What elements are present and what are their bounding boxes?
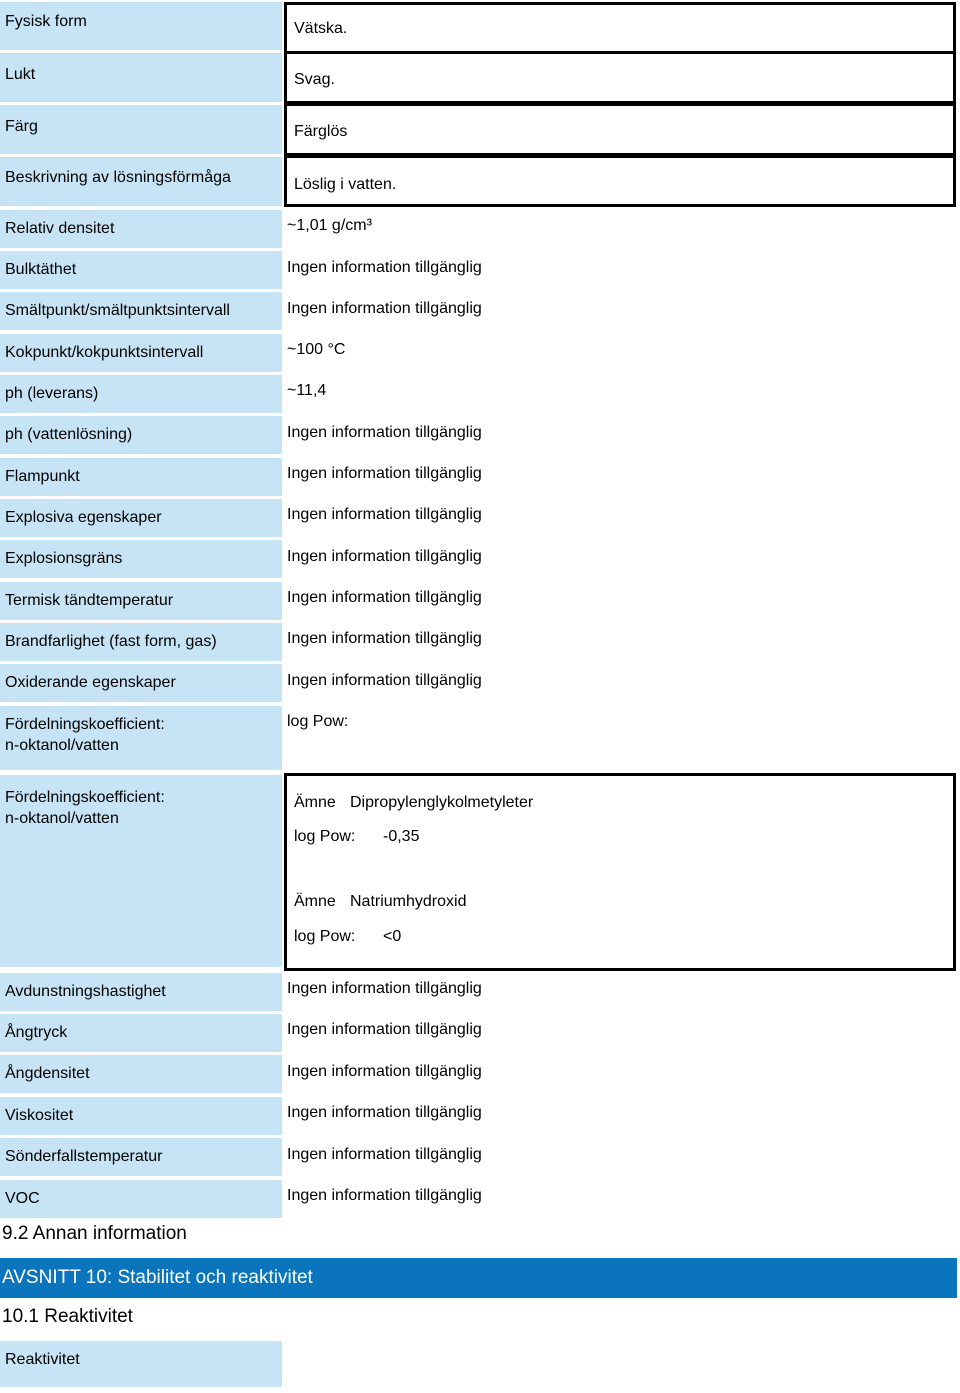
label-ignition-temperature: Termisk tändtemperatur xyxy=(0,582,282,620)
label-viscosity: Viskositet xyxy=(0,1097,282,1135)
substance-2-logpow: <0 xyxy=(383,928,402,945)
substance-1-name: Dipropylenglykolmetyleter xyxy=(350,794,534,811)
substance-2-logpow-label: log Pow: xyxy=(294,928,356,945)
label-decomposition-temperature: Sönderfallstemperatur xyxy=(0,1138,282,1176)
label-line-2: n-oktanol/vatten xyxy=(5,810,119,827)
value-viscosity: Ingen information tillgänglig xyxy=(287,1104,482,1121)
value-decomposition-temperature: Ingen information tillgänglig xyxy=(287,1146,482,1163)
label-ph-solution: ph (vattenlösning) xyxy=(0,416,282,454)
label-line-1: Fördelningskoefficient: xyxy=(5,716,165,733)
value-explosive-properties: Ingen information tillgänglig xyxy=(287,506,482,523)
label-ph-delivery: ph (leverans) xyxy=(0,375,282,413)
value-oxidizing-properties: Ingen information tillgänglig xyxy=(287,672,482,689)
value-box-solubility xyxy=(284,155,956,207)
substance-1-logpow-label: log Pow: xyxy=(294,828,356,845)
substance-box xyxy=(284,773,956,971)
label-evaporation-rate: Avdunstningshastighet xyxy=(0,973,282,1011)
value-physical-form: Vätska. xyxy=(294,20,348,37)
label-line-2: n-oktanol/vatten xyxy=(5,737,119,754)
heading-other-information: 9.2 Annan information xyxy=(2,1223,187,1244)
label-bulk-density: Bulktäthet xyxy=(0,251,282,289)
label-flash-point: Flampunkt xyxy=(0,458,282,496)
label-flammability: Brandfarlighet (fast form, gas) xyxy=(0,623,282,661)
label-vapor-density: Ångdensitet xyxy=(0,1055,282,1093)
value-color: Färglös xyxy=(294,123,348,140)
label-vapor-pressure: Ångtryck xyxy=(0,1014,282,1052)
value-flammability: Ingen information tillgänglig xyxy=(287,630,482,647)
substance-2-name: Natriumhydroxid xyxy=(350,893,467,910)
value-vapor-density: Ingen information tillgänglig xyxy=(287,1063,482,1080)
value-ph-solution: Ingen information tillgänglig xyxy=(287,424,482,441)
value-flash-point: Ingen information tillgänglig xyxy=(287,465,482,482)
label-partition-coefficient-substances xyxy=(0,775,282,967)
value-ph-delivery: ~11,4 xyxy=(287,382,327,399)
heading-reactivity: 10.1 Reaktivitet xyxy=(2,1306,133,1327)
value-box-odor xyxy=(284,51,956,104)
value-partition-coefficient: log Pow: xyxy=(287,713,349,730)
label-odor: Lukt xyxy=(0,53,282,102)
substance-1-logpow: -0,35 xyxy=(383,828,420,845)
value-ignition-temperature: Ingen information tillgänglig xyxy=(287,589,482,606)
label-boiling-point: Kokpunkt/kokpunktsintervall xyxy=(0,334,282,372)
label-reactivity: Reaktivitet xyxy=(0,1341,282,1387)
section-10-band: AVSNITT 10: Stabilitet och reaktivitet xyxy=(0,1258,957,1298)
substance-1-label: Ämne xyxy=(294,794,336,811)
value-box-physical-form xyxy=(284,2,956,54)
value-evaporation-rate: Ingen information tillgänglig xyxy=(287,980,482,997)
label-solubility: Beskrivning av lösningsförmåga xyxy=(0,157,282,206)
label-melting-point: Smältpunkt/smältpunktsintervall xyxy=(0,292,282,330)
value-melting-point: Ingen information tillgänglig xyxy=(287,300,482,317)
substance-2-label: Ämne xyxy=(294,893,336,910)
value-voc: Ingen information tillgänglig xyxy=(287,1187,482,1204)
label-color: Färg xyxy=(0,105,282,154)
value-explosion-limit: Ingen information tillgänglig xyxy=(287,548,482,565)
value-vapor-pressure: Ingen information tillgänglig xyxy=(287,1021,482,1038)
label-physical-form: Fysisk form xyxy=(0,2,282,50)
label-partition-coefficient xyxy=(0,706,282,770)
label-line-1: Fördelningskoefficient: xyxy=(5,789,165,806)
value-solubility: Löslig i vatten. xyxy=(294,176,397,193)
value-boiling-point: ~100 °C xyxy=(287,341,346,358)
label-voc: VOC xyxy=(0,1180,282,1218)
label-relative-density: Relativ densitet xyxy=(0,210,282,248)
value-odor: Svag. xyxy=(294,71,335,88)
value-box-color xyxy=(284,103,956,156)
value-relative-density: ~1,01 g/cm³ xyxy=(287,217,372,234)
label-explosive-properties: Explosiva egenskaper xyxy=(0,499,282,537)
label-oxidizing-properties: Oxiderande egenskaper xyxy=(0,664,282,702)
label-explosion-limit: Explosionsgräns xyxy=(0,540,282,578)
value-bulk-density: Ingen information tillgänglig xyxy=(287,259,482,276)
